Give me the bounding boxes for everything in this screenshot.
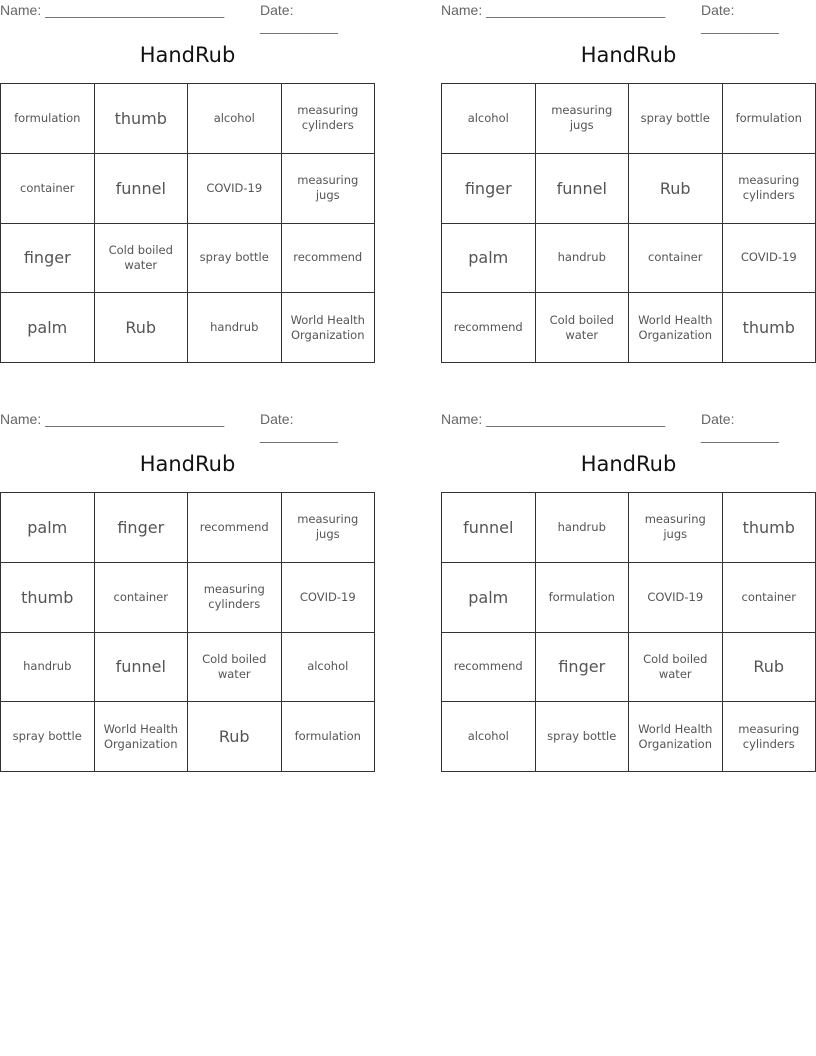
bingo-cell: World Health Organization — [629, 293, 723, 363]
bingo-cell: measuring cylinders — [282, 84, 376, 154]
date-field-label: Date: __________ — [701, 411, 779, 443]
bingo-cell: formulation — [536, 563, 630, 633]
bingo-cell: handrub — [1, 633, 95, 703]
bingo-cell: formulation — [1, 84, 95, 154]
card-title: HandRub — [139, 452, 236, 476]
bingo-cell: handrub — [188, 293, 282, 363]
bingo-cell: funnel — [536, 154, 630, 224]
bingo-cell: spray bottle — [1, 702, 95, 772]
bingo-cell: measuring cylinders — [723, 702, 816, 772]
name-field-label: Name: _______________________ — [441, 2, 666, 18]
bingo-cell: World Health Organization — [629, 702, 723, 772]
bingo-cell: Cold boiled water — [188, 633, 282, 703]
bingo-cell: World Health Organization — [282, 293, 376, 363]
name-date-row — [0, 411, 375, 443]
bingo-cell: alcohol — [188, 84, 282, 154]
bingo-cell: recommend — [282, 224, 376, 294]
bingo-cell: thumb — [723, 293, 816, 363]
bingo-cell: container — [95, 563, 189, 633]
bingo-cell: measuring cylinders — [188, 563, 282, 633]
name-field-label: Name: _______________________ — [0, 411, 225, 427]
bingo-cell: handrub — [536, 493, 630, 563]
bingo-cell: finger — [536, 633, 630, 703]
date-field-label: Date: __________ — [260, 411, 338, 443]
date-field-label: Date: __________ — [260, 2, 338, 34]
bingo-cell: handrub — [536, 224, 630, 294]
bingo-cell: palm — [442, 563, 536, 633]
bingo-cell: COVID-19 — [723, 224, 816, 294]
bingo-cell: Rub — [629, 154, 723, 224]
bingo-cell: thumb — [723, 493, 816, 563]
bingo-cell: measuring jugs — [629, 493, 723, 563]
bingo-cell: Cold boiled water — [95, 224, 189, 294]
bingo-card-1 — [0, 0, 375, 365]
bingo-cell: palm — [1, 493, 95, 563]
bingo-cell: formulation — [723, 84, 816, 154]
card-title: HandRub — [580, 452, 677, 476]
bingo-grid — [0, 83, 375, 363]
bingo-cell: measuring jugs — [282, 154, 376, 224]
bingo-cell: alcohol — [442, 84, 536, 154]
name-field-label: Name: _______________________ — [441, 411, 666, 427]
bingo-cell: thumb — [1, 563, 95, 633]
bingo-cell: finger — [442, 154, 536, 224]
bingo-grid — [441, 492, 816, 772]
bingo-cell: finger — [1, 224, 95, 294]
bingo-cell: spray bottle — [536, 702, 630, 772]
bingo-cell: Cold boiled water — [536, 293, 630, 363]
bingo-cell: alcohol — [442, 702, 536, 772]
bingo-grid — [441, 83, 816, 363]
bingo-cell: measuring jugs — [536, 84, 630, 154]
bingo-cell: COVID-19 — [282, 563, 376, 633]
bingo-card-2 — [441, 0, 816, 365]
bingo-cell: recommend — [442, 633, 536, 703]
bingo-cell: measuring cylinders — [723, 154, 816, 224]
bingo-cell: COVID-19 — [188, 154, 282, 224]
name-date-row — [441, 411, 816, 443]
name-field-label: Name: _______________________ — [0, 2, 225, 18]
bingo-cell: thumb — [95, 84, 189, 154]
bingo-cell: container — [629, 224, 723, 294]
card-title: HandRub — [580, 43, 677, 67]
bingo-card-3 — [0, 409, 375, 774]
bingo-cell: formulation — [282, 702, 376, 772]
name-date-row — [441, 2, 816, 34]
bingo-cell: COVID-19 — [629, 563, 723, 633]
date-field-label: Date: __________ — [701, 2, 779, 34]
bingo-cell: Rub — [95, 293, 189, 363]
bingo-cell: palm — [442, 224, 536, 294]
bingo-cell: funnel — [442, 493, 536, 563]
bingo-cell: spray bottle — [629, 84, 723, 154]
bingo-cell: recommend — [188, 493, 282, 563]
bingo-grid — [0, 492, 375, 772]
card-title: HandRub — [139, 43, 236, 67]
bingo-cell: funnel — [95, 154, 189, 224]
bingo-cell: alcohol — [282, 633, 376, 703]
name-date-row — [0, 2, 375, 34]
bingo-cell: finger — [95, 493, 189, 563]
bingo-cell: Rub — [188, 702, 282, 772]
bingo-cell: funnel — [95, 633, 189, 703]
bingo-cell: recommend — [442, 293, 536, 363]
bingo-cell: container — [723, 563, 816, 633]
bingo-cell: Cold boiled water — [629, 633, 723, 703]
bingo-cell: Rub — [723, 633, 816, 703]
bingo-cell: spray bottle — [188, 224, 282, 294]
bingo-card-4 — [441, 409, 816, 774]
bingo-cell: container — [1, 154, 95, 224]
bingo-cell: World Health Organization — [95, 702, 189, 772]
bingo-cell: measuring jugs — [282, 493, 376, 563]
bingo-cell: palm — [1, 293, 95, 363]
